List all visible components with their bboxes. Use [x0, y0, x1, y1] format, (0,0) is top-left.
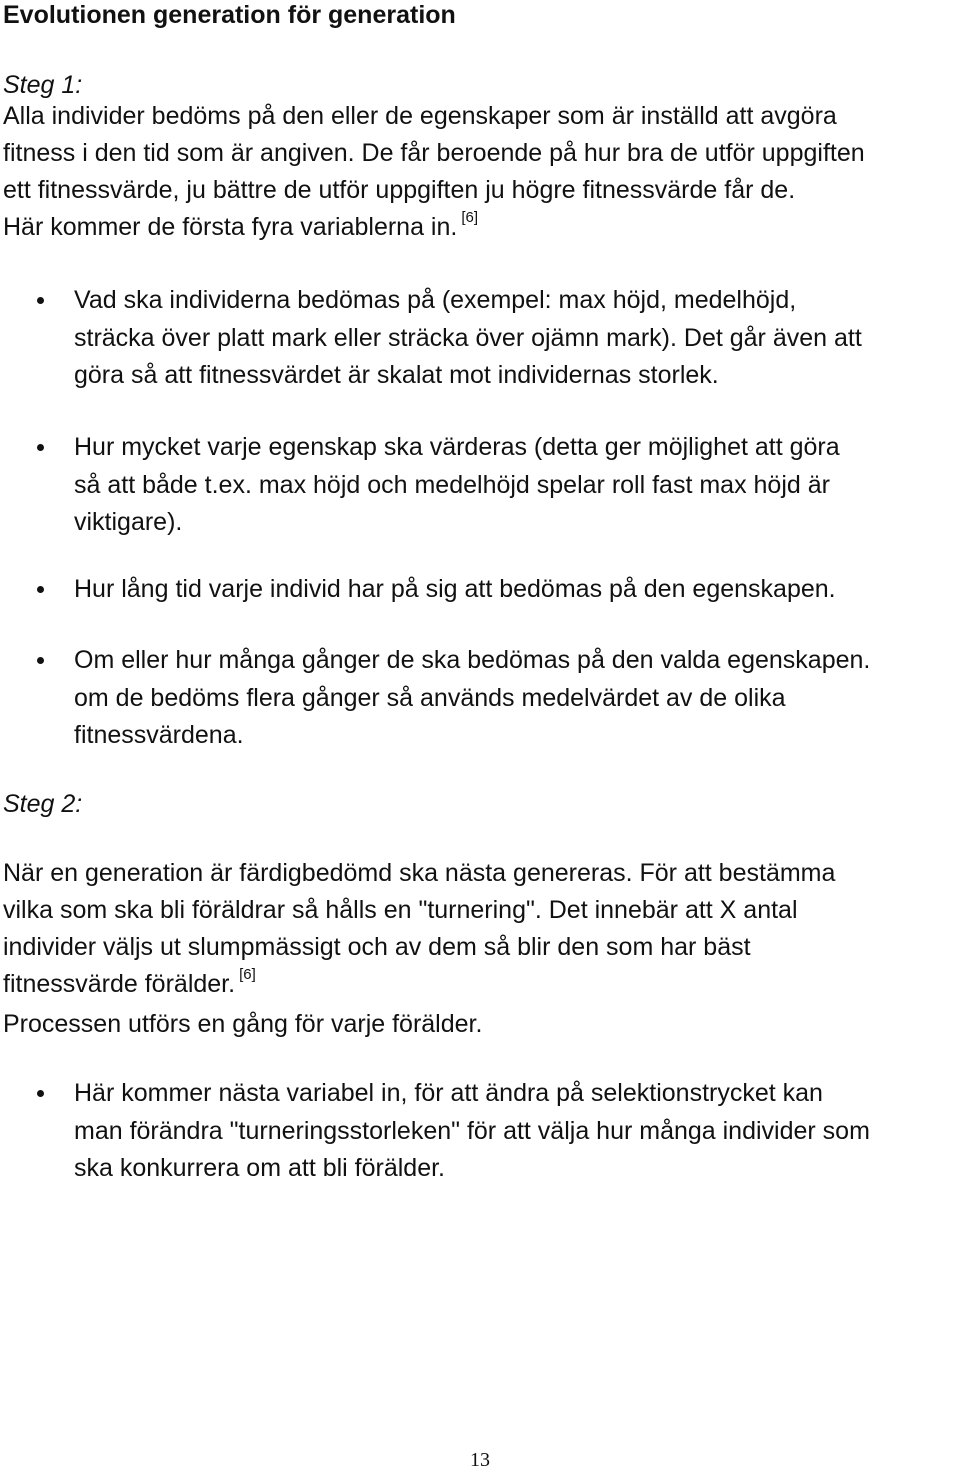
bullet-icon — [37, 444, 44, 451]
page-heading: Evolutionen generation för generation — [3, 1, 456, 29]
text-line: vilka som ska bli föräldrar så hålls en "turnering". Det innebär att X antal — [3, 896, 798, 924]
bullet-icon — [37, 1090, 44, 1097]
text-line: om de bedöms flera gånger så används medelvärdet av de olika — [74, 683, 786, 712]
list-item — [74, 1075, 959, 1188]
step-1-paragraph — [3, 98, 953, 249]
reference-marker: [6] — [239, 966, 256, 983]
text-line: Vad ska individerna bedömas på (exempel: max höjd, medelhöjd, — [74, 286, 797, 314]
text-line: fitness i den tid som är angiven. De får beroende på hur bra de utför uppgiften — [3, 139, 865, 167]
page-number: 13 — [470, 1449, 490, 1471]
text-line: viktigare). — [74, 508, 183, 536]
text-line: Här kommer nästa variabel in, för att ändra på selektionstrycket kan — [74, 1079, 823, 1107]
text-line: ett fitnessvärde, ju bättre de utför uppgiften ju högre fitnessvärde får de. — [3, 176, 796, 204]
text-line: Processen utförs en gång för varje förälder. — [3, 1010, 483, 1038]
text-line-content: fitnessvärde förälder. — [3, 970, 236, 998]
bullet-icon — [37, 586, 44, 593]
text-line: sträcka över platt mark eller sträcka över ojämn mark). Det går även att — [74, 323, 862, 352]
text-line: Hur mycket varje egenskap ska värderas (detta ger möjlighet att göra — [74, 433, 840, 461]
text-line: Hur lång tid varje individ har på sig att bedömas på den egenskapen. — [74, 575, 836, 603]
text-line: man förändra "turneringsstorleken" för att välja hur många individer som — [74, 1116, 870, 1145]
text-line: Alla individer bedöms på den eller de egenskaper som är inställd att avgöra — [3, 102, 837, 130]
list-item — [74, 642, 959, 755]
list-item — [74, 282, 959, 395]
text-line-content: Här kommer de första fyra variablerna in. — [3, 213, 458, 241]
text-line: Om eller hur många gånger de ska bedömas på den valda egenskapen. — [74, 646, 871, 674]
text-line: När en generation är färdigbedömd ska nästa genereras. För att bestämma — [3, 859, 836, 887]
step-2-paragraph — [3, 855, 953, 1043]
text-line — [3, 209, 953, 249]
step-1-label: Steg 1: — [3, 71, 83, 99]
text-line: göra så att fitnessvärdet är skalat mot individernas storlek. — [74, 361, 719, 389]
text-line: ska konkurrera om att bli förälder. — [74, 1154, 445, 1182]
bullet-icon — [37, 297, 44, 304]
reference-marker: [6] — [461, 209, 479, 226]
bullet-icon — [37, 657, 44, 664]
text-line — [3, 966, 953, 1006]
text-line: så att både t.ex. max höjd och medelhöjd spelar roll fast max höjd är — [74, 470, 830, 499]
step-2-label: Steg 2: — [3, 790, 83, 818]
text-line: individer väljs ut slumpmässigt och av dem så blir den som har bäst — [3, 933, 751, 961]
list-item — [74, 571, 959, 609]
list-item — [74, 429, 959, 542]
text-line: fitnessvärdena. — [74, 721, 244, 749]
